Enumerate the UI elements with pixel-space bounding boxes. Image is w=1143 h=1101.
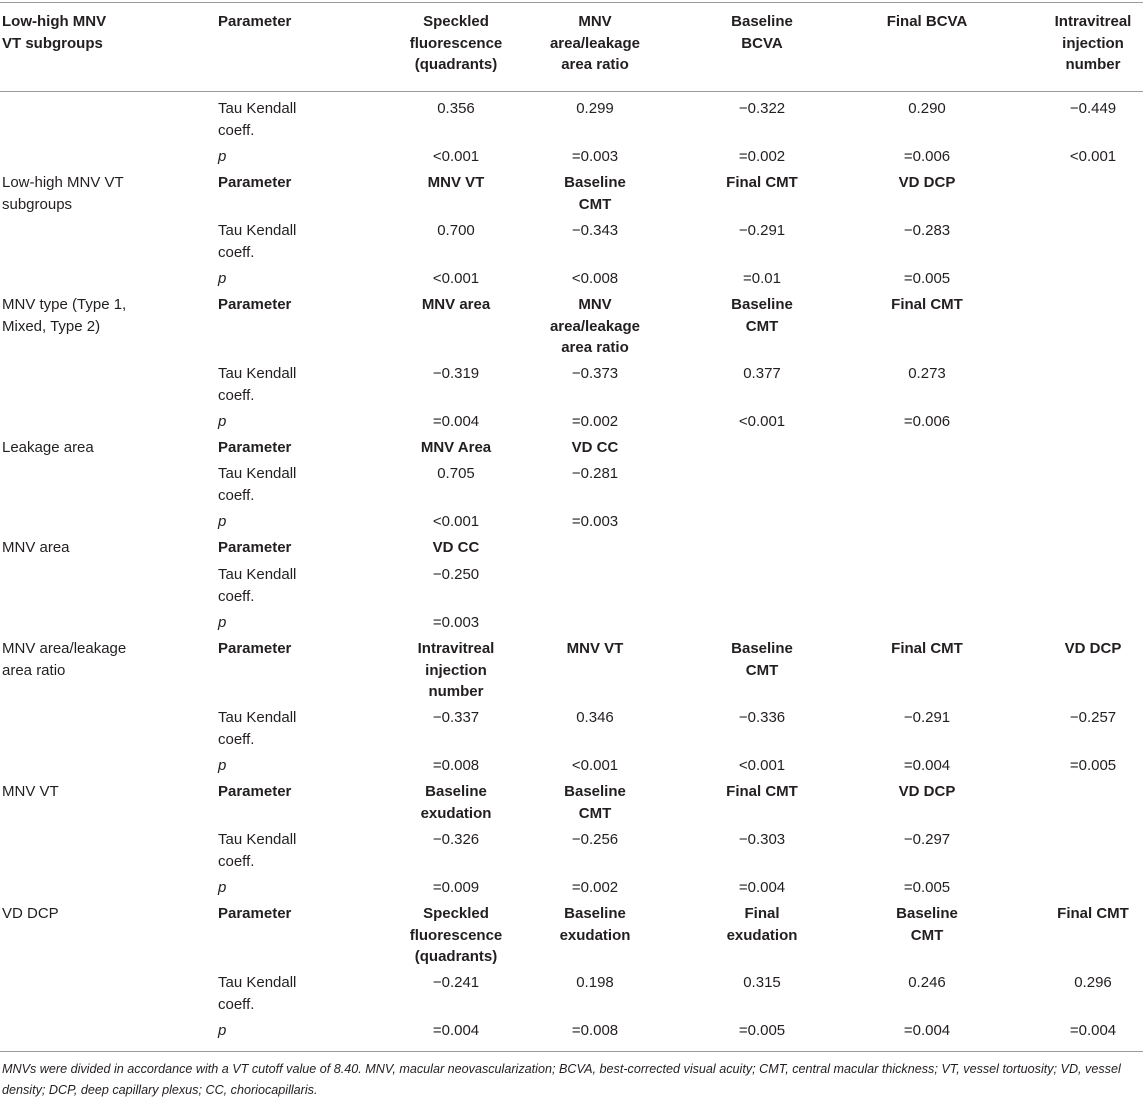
table-cell-r10-parameter: p bbox=[218, 513, 227, 530]
table-cell-r19-col1: =0.009 bbox=[432, 879, 480, 896]
table-cell-r3-col4: −0.283 bbox=[903, 222, 951, 239]
table-cell-r19-col4: =0.005 bbox=[903, 879, 951, 896]
table-cell-r6-col1: −0.319 bbox=[432, 365, 480, 382]
header-cell-mnv-ratio: MNV area/leakage area ratio bbox=[549, 13, 641, 73]
table-cell-r3-col1: 0.700 bbox=[437, 222, 475, 239]
table-cell-r0-parameter: Tau Kendall coeff. bbox=[218, 100, 297, 139]
table-cell-r9-parameter: Tau Kendall coeff. bbox=[218, 465, 297, 504]
table-cell-r20-col1: Speckled fluorescence (quadrants) bbox=[409, 905, 503, 965]
table-cell-r15-col1: −0.337 bbox=[432, 709, 480, 726]
table-cell-r10-col2: =0.003 bbox=[571, 513, 619, 530]
table-cell-r4-parameter: p bbox=[218, 270, 227, 287]
table-cell-r10-col1: <0.001 bbox=[432, 513, 480, 530]
table-cell-r16-col4: =0.004 bbox=[903, 757, 951, 774]
table-cell-r4-col4: =0.005 bbox=[903, 270, 951, 287]
table-cell-r8-col2: VD CC bbox=[571, 439, 619, 456]
table-cell-r7-parameter: p bbox=[218, 413, 227, 430]
table-cell-r7-col4: =0.006 bbox=[903, 413, 951, 430]
table-cell-r7-col1: =0.004 bbox=[432, 413, 480, 430]
table-cell-r15-col4: −0.291 bbox=[903, 709, 951, 726]
header-cell-injection-number: Intravitreal injection number bbox=[1054, 13, 1132, 73]
header-cell-subgroups: Low-high MNV VT subgroups bbox=[2, 13, 107, 52]
table-cell-r7-col2: =0.002 bbox=[571, 413, 619, 430]
table-cell-r4-col3: =0.01 bbox=[743, 270, 781, 287]
table-cell-r4-col1: <0.001 bbox=[432, 270, 480, 287]
table-cell-r11-col1: VD CC bbox=[432, 539, 480, 556]
table-cell-r1-col5: <0.001 bbox=[1069, 148, 1117, 165]
table-cell-r16-parameter: p bbox=[218, 757, 227, 774]
table-cell-r16-col3: <0.001 bbox=[738, 757, 786, 774]
table-cell-r9-col2: −0.281 bbox=[571, 465, 619, 482]
table-cell-r20-col3: Final exudation bbox=[726, 905, 798, 944]
table-cell-r17-col1: Baseline exudation bbox=[420, 783, 492, 822]
table-cell-r5-col2: MNV area/leakage area ratio bbox=[549, 296, 641, 356]
table-cell-r5-col4: Final CMT bbox=[891, 296, 963, 313]
table-cell-r2-col4: VD DCP bbox=[898, 174, 956, 191]
table-cell-r13-parameter: p bbox=[218, 614, 227, 631]
table-cell-r2-parameter: Parameter bbox=[218, 174, 292, 191]
table-cell-r21-col3: 0.315 bbox=[743, 974, 781, 991]
table-cell-r15-col2: 0.346 bbox=[576, 709, 614, 726]
table-cell-r5-parameter: Parameter bbox=[218, 296, 292, 313]
table-bottom-rule bbox=[0, 1051, 1143, 1052]
table-cell-r22-col3: =0.005 bbox=[738, 1022, 786, 1039]
table-cell-r16-col5: =0.005 bbox=[1069, 757, 1117, 774]
table-cell-r15-col3: −0.336 bbox=[738, 709, 786, 726]
table-cell-r22-col2: =0.008 bbox=[571, 1022, 619, 1039]
table-cell-r20-col4: Baseline CMT bbox=[896, 905, 958, 944]
table-cell-r17-parameter: Parameter bbox=[218, 783, 292, 800]
table-cell-r5-col3: Baseline CMT bbox=[731, 296, 793, 335]
table-cell-r14-group: MNV area/leakage area ratio bbox=[2, 640, 127, 679]
table-cell-r18-col1: −0.326 bbox=[432, 831, 480, 848]
table-cell-r0-col1: 0.356 bbox=[437, 100, 475, 117]
table-cell-r16-col1: =0.008 bbox=[432, 757, 480, 774]
table-cell-r14-col1: Intravitreal injection number bbox=[417, 640, 495, 700]
table-cell-r13-col1: =0.003 bbox=[432, 614, 480, 631]
table-cell-r17-col2: Baseline CMT bbox=[564, 783, 626, 822]
table-cell-r17-col4: VD DCP bbox=[898, 783, 956, 800]
table-cell-r8-col1: MNV Area bbox=[420, 439, 492, 456]
table-cell-r22-col5: =0.004 bbox=[1069, 1022, 1117, 1039]
table-cell-r22-col4: =0.004 bbox=[903, 1022, 951, 1039]
table-cell-r0-col2: 0.299 bbox=[576, 100, 614, 117]
table-cell-r12-parameter: Tau Kendall coeff. bbox=[218, 566, 297, 605]
table-cell-r19-parameter: p bbox=[218, 879, 227, 896]
table-header-rule bbox=[0, 91, 1143, 92]
table-footnote: MNVs were divided in accordance with a VT cutoff value of 8.40. MNV, macular neovascularization; BCVA, best-corrected visual acuity; CMT, central macular thickness; VT, vessel tortuosity; VD, vessel density; DCP, deep capillary plexus; CC, choriocapillaris. bbox=[2, 1062, 1121, 1097]
table-cell-r17-col3: Final CMT bbox=[726, 783, 798, 800]
header-cell-baseline-bcva: Baseline BCVA bbox=[731, 13, 793, 52]
table-cell-r2-col2: Baseline CMT bbox=[564, 174, 626, 213]
table-cell-r21-col2: 0.198 bbox=[576, 974, 614, 991]
table-cell-r22-col1: =0.004 bbox=[432, 1022, 480, 1039]
table-cell-r2-col1: MNV VT bbox=[427, 174, 485, 191]
header-cell-parameter: Parameter bbox=[218, 13, 292, 30]
table-cell-r5-col1: MNV area bbox=[421, 296, 491, 313]
table-cell-r2-group: Low-high MNV VT subgroups bbox=[2, 174, 124, 213]
table-cell-r21-parameter: Tau Kendall coeff. bbox=[218, 974, 297, 1013]
table-cell-r7-col3: <0.001 bbox=[738, 413, 786, 430]
table-cell-r21-col4: 0.246 bbox=[908, 974, 946, 991]
table-cell-r18-col3: −0.303 bbox=[738, 831, 786, 848]
table-cell-r20-col2: Baseline exudation bbox=[559, 905, 631, 944]
table-cell-r11-group: MNV area bbox=[2, 539, 70, 556]
table-cell-r1-col1: <0.001 bbox=[432, 148, 480, 165]
table-cell-r11-parameter: Parameter bbox=[218, 539, 292, 556]
table-cell-r20-col5: Final CMT bbox=[1057, 905, 1129, 922]
table-cell-r8-parameter: Parameter bbox=[218, 439, 292, 456]
table-top-rule bbox=[0, 2, 1143, 3]
table-cell-r6-col4: 0.273 bbox=[908, 365, 946, 382]
table-cell-r21-col5: 0.296 bbox=[1074, 974, 1112, 991]
table-cell-r21-col1: −0.241 bbox=[432, 974, 480, 991]
table-cell-r17-group: MNV VT bbox=[2, 783, 59, 800]
table-cell-r18-parameter: Tau Kendall coeff. bbox=[218, 831, 297, 870]
table-cell-r6-col3: 0.377 bbox=[743, 365, 781, 382]
table-cell-r6-col2: −0.373 bbox=[571, 365, 619, 382]
table-cell-r1-col3: =0.002 bbox=[738, 148, 786, 165]
header-cell-speckled-fluorescence: Speckled fluorescence (quadrants) bbox=[409, 13, 503, 73]
table-cell-r5-group: MNV type (Type 1, Mixed, Type 2) bbox=[2, 296, 127, 335]
table-cell-r18-col4: −0.297 bbox=[903, 831, 951, 848]
table-cell-r14-parameter: Parameter bbox=[218, 640, 292, 657]
table-cell-r1-col2: =0.003 bbox=[571, 148, 619, 165]
table-cell-r15-col5: −0.257 bbox=[1069, 709, 1117, 726]
table-cell-r19-col3: =0.004 bbox=[738, 879, 786, 896]
table-cell-r8-group: Leakage area bbox=[2, 439, 94, 456]
table-cell-r20-parameter: Parameter bbox=[218, 905, 292, 922]
table-cell-r14-col4: Final CMT bbox=[891, 640, 963, 657]
table-cell-r20-group: VD DCP bbox=[2, 905, 59, 922]
table-cell-r0-col4: 0.290 bbox=[908, 100, 946, 117]
table-cell-r1-parameter: p bbox=[218, 148, 227, 165]
table-cell-r19-col2: =0.002 bbox=[571, 879, 619, 896]
table-cell-r14-col3: Baseline CMT bbox=[731, 640, 793, 679]
table-cell-r6-parameter: Tau Kendall coeff. bbox=[218, 365, 297, 404]
table-cell-r18-col2: −0.256 bbox=[571, 831, 619, 848]
table-cell-r12-col1: −0.250 bbox=[432, 566, 480, 583]
table-cell-r3-parameter: Tau Kendall coeff. bbox=[218, 222, 297, 261]
table-cell-r14-col2: MNV VT bbox=[566, 640, 624, 657]
table-cell-r3-col2: −0.343 bbox=[571, 222, 619, 239]
table-cell-r16-col2: <0.001 bbox=[571, 757, 619, 774]
table-cell-r0-col5: −0.449 bbox=[1069, 100, 1117, 117]
table-cell-r0-col3: −0.322 bbox=[738, 100, 786, 117]
table-cell-r22-parameter: p bbox=[218, 1022, 227, 1039]
table-cell-r4-col2: <0.008 bbox=[571, 270, 619, 287]
table-cell-r15-parameter: Tau Kendall coeff. bbox=[218, 709, 297, 748]
table-cell-r9-col1: 0.705 bbox=[437, 465, 475, 482]
table-cell-r2-col3: Final CMT bbox=[726, 174, 798, 191]
table-cell-r1-col4: =0.006 bbox=[903, 148, 951, 165]
header-cell-final-bcva: Final BCVA bbox=[886, 13, 968, 30]
table-cell-r3-col3: −0.291 bbox=[738, 222, 786, 239]
table-cell-r14-col5: VD DCP bbox=[1064, 640, 1122, 657]
